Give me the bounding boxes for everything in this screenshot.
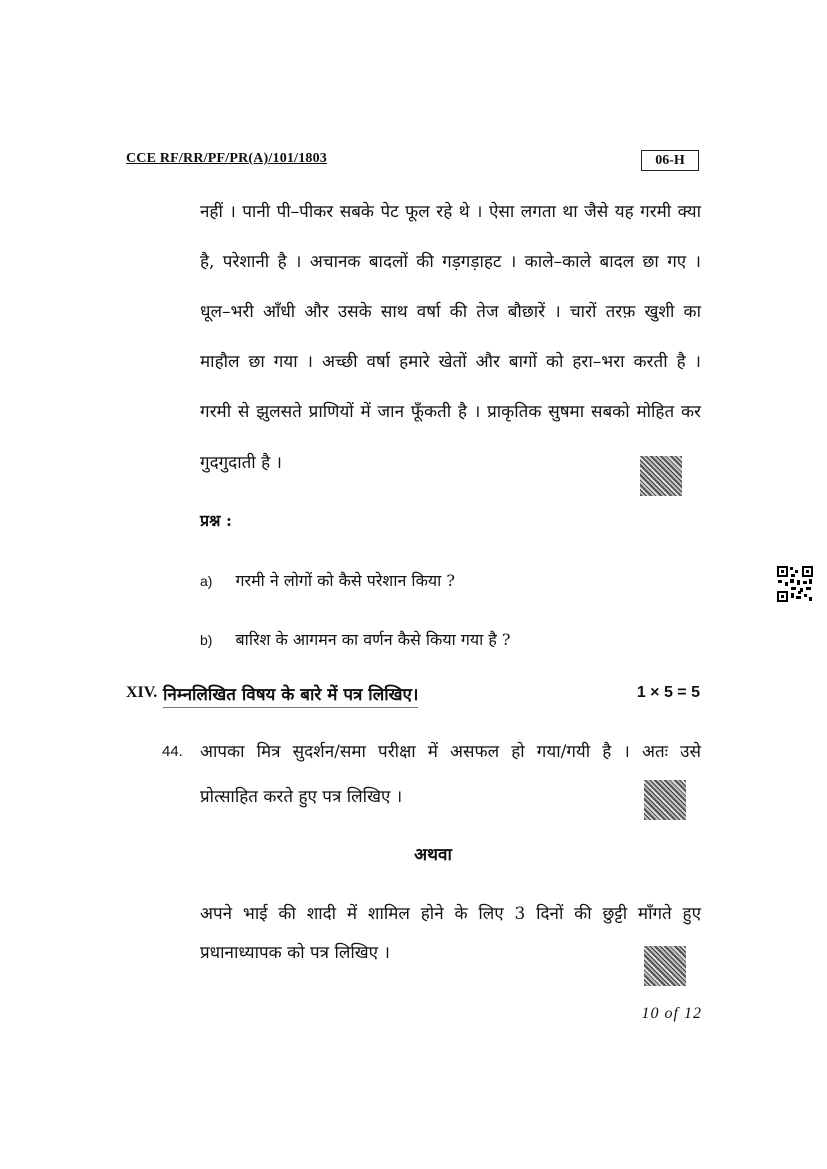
qr-code-icon [644, 946, 686, 986]
section-number: XIV. [126, 684, 158, 701]
question-item [200, 569, 455, 591]
section-title: निम्नलिखित विषय के बारे में पत्र लिखिए। [163, 682, 418, 708]
option-text: बारिश के आगमन का वर्णन कैसे किया गया है ? [235, 630, 511, 649]
question-text: प्रोत्साहित करते हुए पत्र लिखिए । [200, 787, 403, 807]
alternate-question-text: प्रधानाध्यापक को पत्र लिखिए । [200, 943, 390, 963]
passage-line: है, परेशानी है । अचानक बादलों की गड़गड़ाहट । काले–काले बादल छा गए । [200, 252, 701, 272]
side-qr-code-icon [776, 565, 814, 603]
section-marks: 1 × 5 = 5 [636, 684, 700, 701]
page-number: 10 of 12 [641, 1005, 702, 1022]
option-marker: a) [200, 573, 213, 589]
question-text: आपका मित्र सुदर्शन/समा परीक्षा में असफल हो गया/गयी है । अतः उसे [200, 742, 701, 762]
passage-line: माहौल छा गया । अच्छी वर्षा हमारे खेतों और बागों को हरा–भरा करती है । [200, 352, 701, 372]
or-separator: अथवा [414, 845, 452, 865]
passage-line: नहीं । पानी पी–पीकर सबके पेट फूल रहे थे । ऐसा लगता था जैसे यह गरमी क्या [200, 202, 701, 222]
paper-code-box: 06-H [641, 150, 699, 171]
passage-line: गरमी से झुलसते प्राणियों में जान फूँकती है । प्राकृतिक सुषमा सबको मोहित कर [200, 402, 701, 422]
question-number: 44. [162, 743, 183, 760]
questions-heading: प्रश्न : [200, 511, 232, 530]
question-item [200, 628, 511, 650]
passage-line: गुदगुदाती है । [200, 453, 282, 473]
qr-code-icon [644, 780, 686, 820]
paper-series-code: CCE RF/RR/PF/PR(A)/101/1803 [126, 151, 327, 166]
passage-line: धूल–भरी आँधी और उसके साथ वर्षा की तेज बौछारें । चारों तरफ़ खुशी का [200, 302, 701, 322]
alternate-question-text: अपने भाई की शादी में शामिल होने के लिए 3 दिनों की छुट्टी माँगते हुए [200, 904, 701, 924]
option-marker: b) [200, 632, 213, 648]
qr-code-icon [640, 456, 682, 496]
option-text: गरमी ने लोगों को कैसे परेशान किया ? [235, 571, 455, 590]
